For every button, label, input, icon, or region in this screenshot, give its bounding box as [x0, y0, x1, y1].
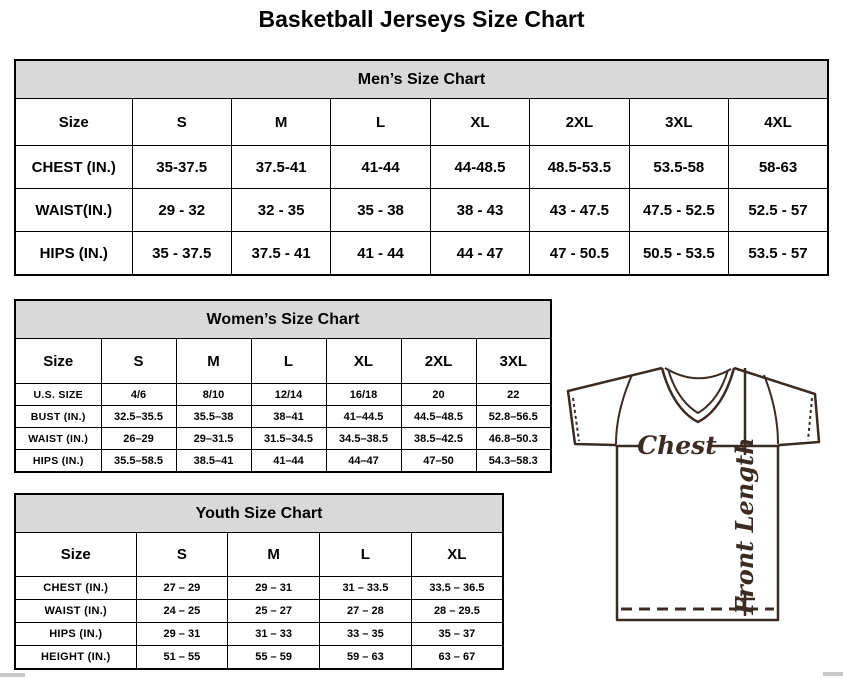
row-label: HIPS (IN.) — [15, 450, 101, 473]
cell: 32 - 35 — [231, 189, 330, 232]
cell: 44 - 47 — [430, 232, 529, 276]
cell: 47–50 — [401, 450, 476, 473]
womens-col-3xl: 3XL — [476, 339, 551, 384]
row-label: U.S. SIZE — [15, 384, 101, 406]
womens-row-us-size — [15, 384, 551, 406]
scrollbar-fragment-right — [823, 672, 843, 676]
cell: 35.5–58.5 — [101, 450, 176, 473]
cell: 35 – 37 — [411, 623, 503, 646]
cell: 59 – 63 — [320, 646, 412, 670]
cell: 47.5 - 52.5 — [629, 189, 728, 232]
youth-col-size: Size — [15, 533, 136, 577]
womens-col-2xl: 2XL — [401, 339, 476, 384]
cell: 29 – 31 — [228, 577, 320, 600]
cell: 55 – 59 — [228, 646, 320, 670]
cell: 41–44 — [251, 450, 326, 473]
cell: 41 - 44 — [331, 232, 430, 276]
cell: 8/10 — [176, 384, 251, 406]
womens-col-l: L — [251, 339, 326, 384]
cell: 52.8–56.5 — [476, 406, 551, 428]
womens-row-waist — [15, 428, 551, 450]
youth-table-title: Youth Size Chart — [15, 494, 503, 533]
womens-col-s: S — [101, 339, 176, 384]
cell: 63 – 67 — [411, 646, 503, 670]
womens-table-title: Women’s Size Chart — [15, 300, 551, 339]
collar-top-arc — [665, 368, 731, 378]
mens-col-l: L — [331, 99, 430, 146]
womens-row-hips — [15, 450, 551, 473]
left-armhole-seam — [616, 375, 632, 444]
cell: 52.5 - 57 — [729, 189, 828, 232]
row-label: HIPS (IN.) — [15, 623, 136, 646]
womens-col-size: Size — [15, 339, 101, 384]
row-label: HEIGHT (IN.) — [15, 646, 136, 670]
cell: 35 - 38 — [331, 189, 430, 232]
cell: 26–29 — [101, 428, 176, 450]
cell: 29–31.5 — [176, 428, 251, 450]
cell: 53.5 - 57 — [729, 232, 828, 276]
youth-col-m: M — [228, 533, 320, 577]
cell: 22 — [476, 384, 551, 406]
womens-size-table — [14, 299, 552, 473]
youth-col-s: S — [136, 533, 228, 577]
cell: 20 — [401, 384, 476, 406]
row-label: BUST (IN.) — [15, 406, 101, 428]
cell: 47 - 50.5 — [530, 232, 629, 276]
cell: 33.5 – 36.5 — [411, 577, 503, 600]
youth-col-xl: XL — [411, 533, 503, 577]
scrollbar-fragment-left — [0, 673, 25, 677]
mens-row-waist — [15, 189, 828, 232]
cell: 24 – 25 — [136, 600, 228, 623]
cell: 41-44 — [331, 146, 430, 189]
youth-row-height — [15, 646, 503, 670]
mens-row-chest — [15, 146, 828, 189]
right-armhole-seam — [764, 375, 778, 444]
mens-col-4xl: 4XL — [729, 99, 828, 146]
cell: 31 – 33.5 — [320, 577, 412, 600]
cell: 58-63 — [729, 146, 828, 189]
mens-col-3xl: 3XL — [629, 99, 728, 146]
youth-col-l: L — [320, 533, 412, 577]
mens-col-s: S — [132, 99, 231, 146]
cell: 29 - 32 — [132, 189, 231, 232]
mens-col-2xl: 2XL — [530, 99, 629, 146]
cell: 35.5–38 — [176, 406, 251, 428]
mens-col-xl: XL — [430, 99, 529, 146]
mens-size-table — [14, 59, 829, 276]
cell: 46.8–50.3 — [476, 428, 551, 450]
cell: 33 – 35 — [320, 623, 412, 646]
row-label: HIPS (IN.) — [15, 232, 132, 276]
cell: 53.5-58 — [629, 146, 728, 189]
youth-row-waist — [15, 600, 503, 623]
cell: 27 – 28 — [320, 600, 412, 623]
cell: 12/14 — [251, 384, 326, 406]
cell: 54.3–58.3 — [476, 450, 551, 473]
cell: 38.5–42.5 — [401, 428, 476, 450]
cell: 27 – 29 — [136, 577, 228, 600]
cell: 51 – 55 — [136, 646, 228, 670]
jersey-outline-shape — [568, 368, 819, 620]
row-label: CHEST (IN.) — [15, 577, 136, 600]
womens-col-xl: XL — [326, 339, 401, 384]
cell: 48.5-53.5 — [530, 146, 629, 189]
cell: 28 – 29.5 — [411, 600, 503, 623]
cell: 44–47 — [326, 450, 401, 473]
cell: 44.5–48.5 — [401, 406, 476, 428]
cell: 41–44.5 — [326, 406, 401, 428]
cell: 44-48.5 — [430, 146, 529, 189]
chest-label: Chest — [637, 431, 717, 460]
cell: 31.5–34.5 — [251, 428, 326, 450]
cell: 35 - 37.5 — [132, 232, 231, 276]
mens-col-m: M — [231, 99, 330, 146]
cell: 35-37.5 — [132, 146, 231, 189]
cell: 29 – 31 — [136, 623, 228, 646]
cell: 4/6 — [101, 384, 176, 406]
cell: 38–41 — [251, 406, 326, 428]
youth-size-table — [14, 493, 504, 670]
mens-table-title: Men’s Size Chart — [15, 60, 828, 99]
jersey-diagram — [558, 358, 838, 664]
mens-row-hips — [15, 232, 828, 276]
row-label: CHEST (IN.) — [15, 146, 132, 189]
mens-col-size: Size — [15, 99, 132, 146]
cell: 38 - 43 — [430, 189, 529, 232]
cell: 32.5–35.5 — [101, 406, 176, 428]
page-title: Basketball Jerseys Size Chart — [258, 6, 585, 32]
row-label: WAIST (IN.) — [15, 428, 101, 450]
cell: 37.5 - 41 — [231, 232, 330, 276]
youth-row-hips — [15, 623, 503, 646]
front-length-label: Front Length — [730, 437, 759, 615]
right-sleeve-dash — [808, 398, 812, 440]
cell: 50.5 - 53.5 — [629, 232, 728, 276]
cell: 43 - 47.5 — [530, 189, 629, 232]
cell: 38.5–41 — [176, 450, 251, 473]
cell: 16/18 — [326, 384, 401, 406]
cell: 37.5-41 — [231, 146, 330, 189]
row-label: WAIST(IN.) — [15, 189, 132, 232]
womens-row-bust — [15, 406, 551, 428]
cell: 31 – 33 — [228, 623, 320, 646]
womens-col-m: M — [176, 339, 251, 384]
cell: 34.5–38.5 — [326, 428, 401, 450]
row-label: WAIST (IN.) — [15, 600, 136, 623]
cell: 25 – 27 — [228, 600, 320, 623]
youth-row-chest — [15, 577, 503, 600]
